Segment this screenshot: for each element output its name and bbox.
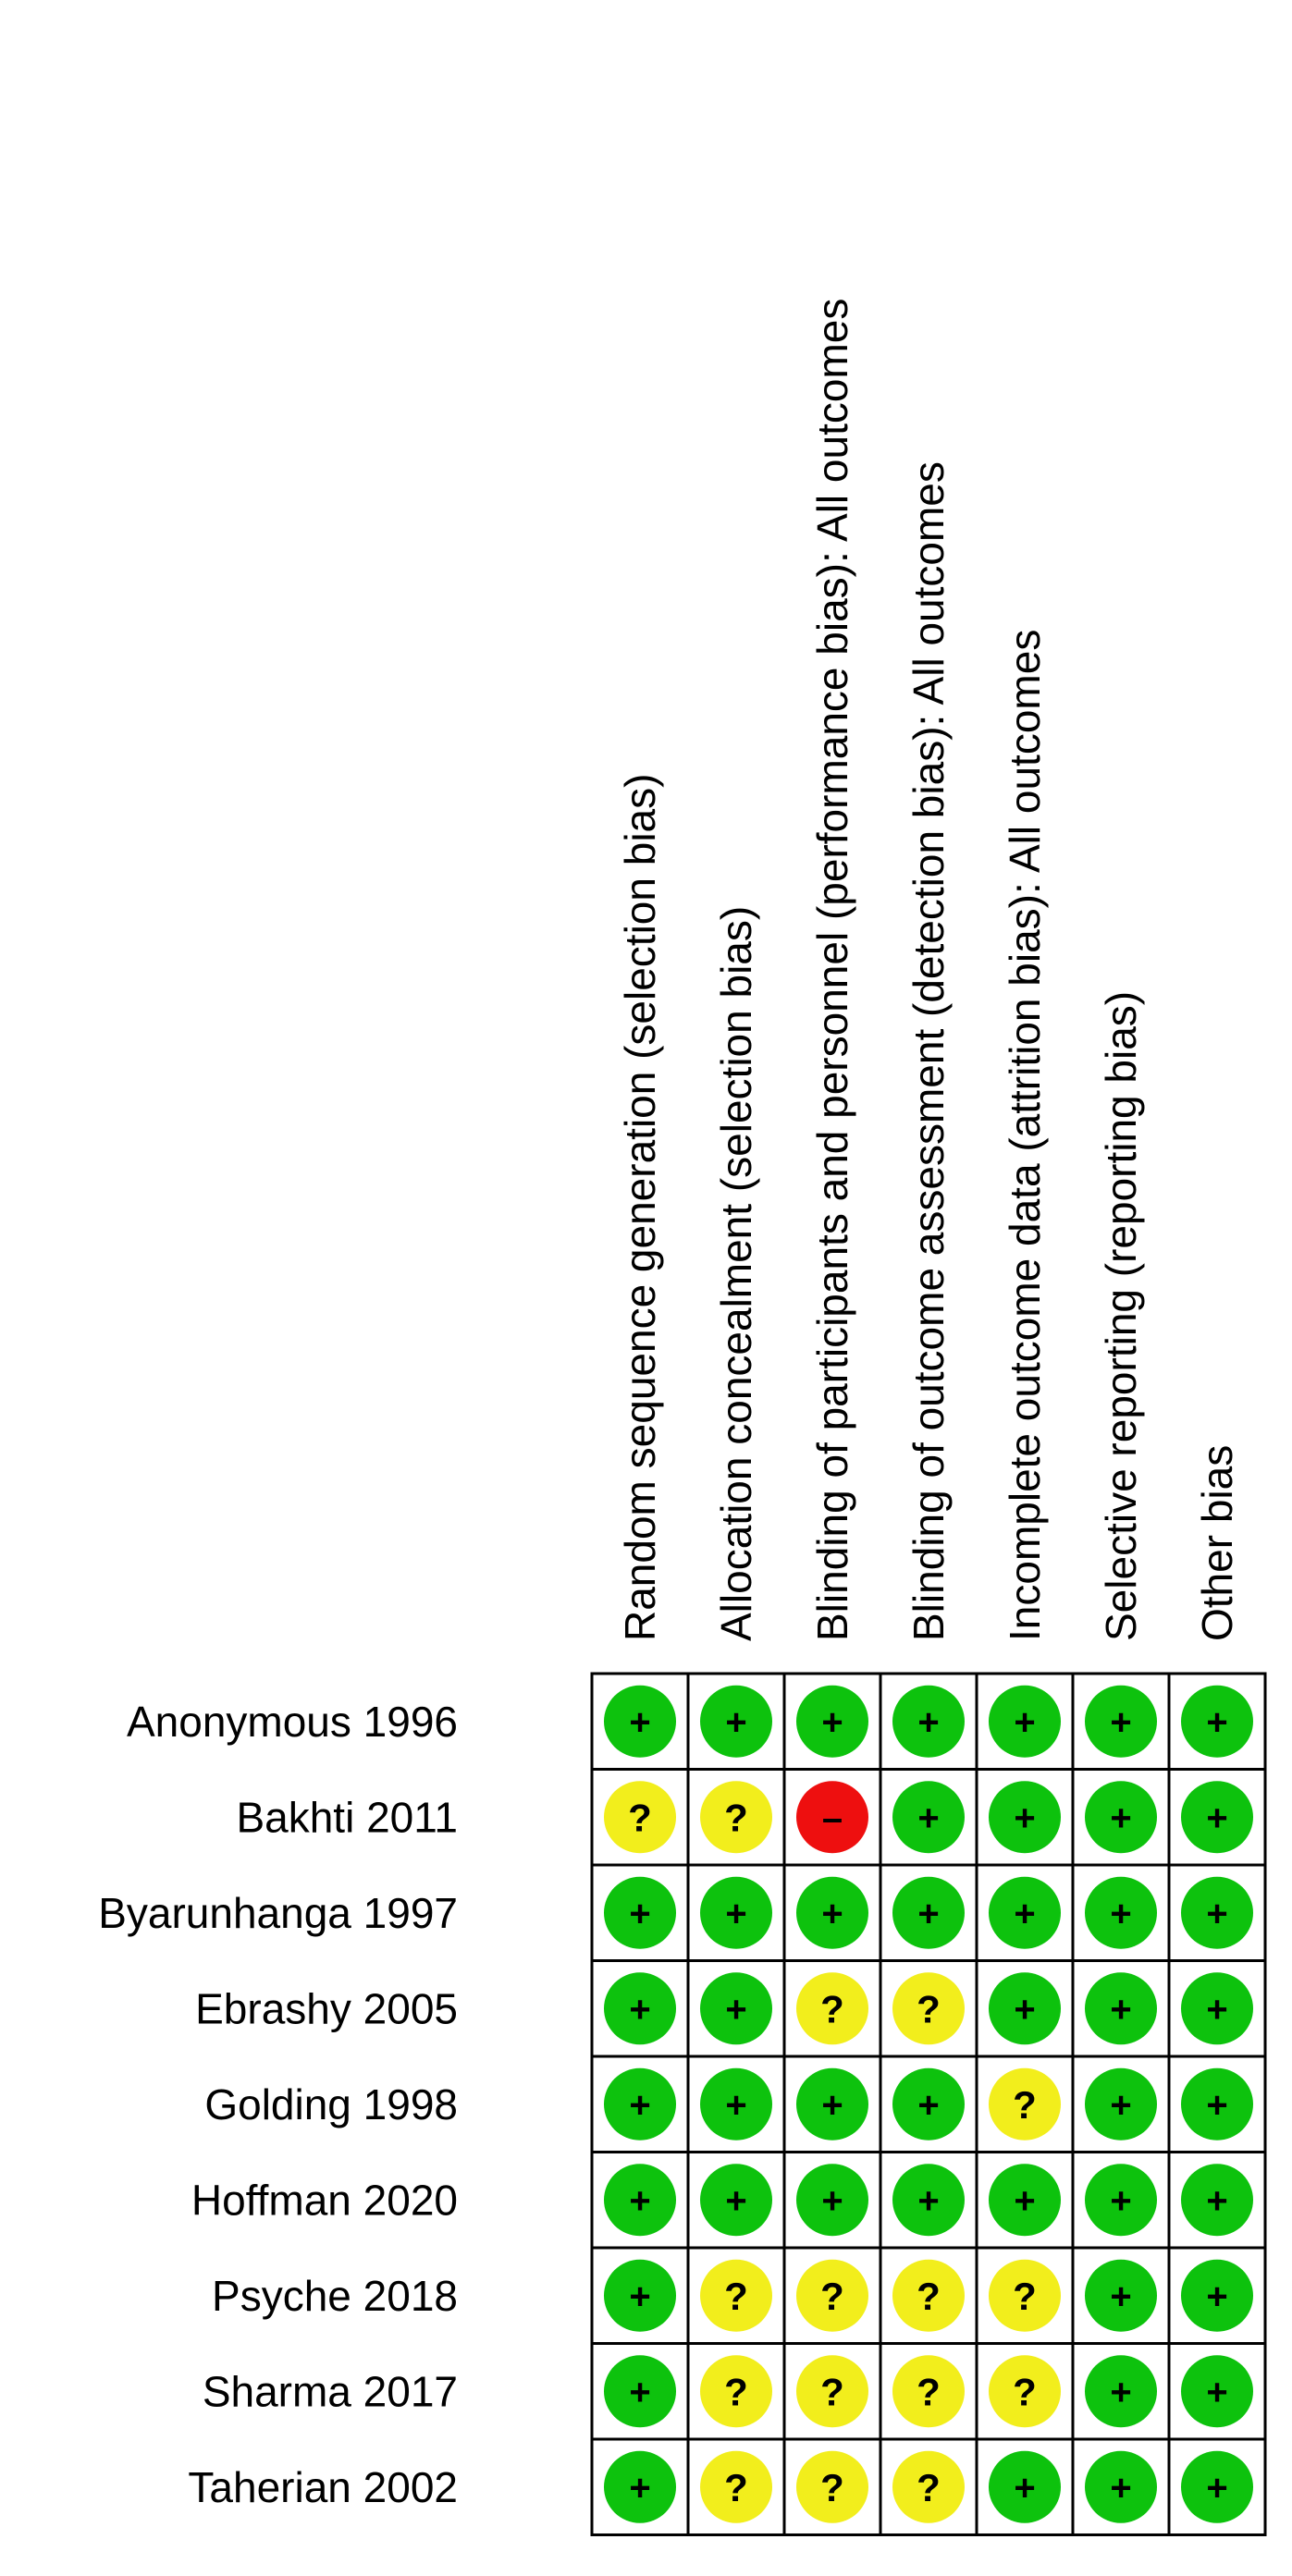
column-labels	[616, 299, 1241, 1641]
cell-sharma-2017-col-3	[784, 2344, 880, 2440]
cell-taherian-2002-col-2	[688, 2439, 784, 2535]
cell-byarunhanga-1997-col-3	[784, 1865, 880, 1961]
cell-taherian-2002-col-7	[1169, 2439, 1265, 2535]
cell-sharma-2017-col-6	[1073, 2344, 1169, 2440]
low-risk-symbol: +	[629, 2275, 651, 2317]
low-risk-symbol: +	[629, 2084, 651, 2126]
low-risk-symbol: +	[629, 2467, 651, 2509]
low-risk-symbol: +	[1014, 1797, 1036, 1839]
column-label-blinding-of-participants-and-personnel-performance-bias-all-outcomes: Blinding of participants and personnel (performance bias): All outcomes	[808, 298, 856, 1641]
cell-ebrashy-2005-col-2	[688, 1961, 784, 2057]
cell-sharma-2017-col-4	[880, 2344, 977, 2440]
cell-ebrashy-2005-col-6	[1073, 1961, 1169, 2057]
cell-golding-1998-col-3	[784, 2056, 880, 2153]
cell-byarunhanga-1997-col-4	[880, 1865, 977, 1961]
cell-sharma-2017-col-5	[977, 2344, 1073, 2440]
low-risk-symbol: +	[821, 2084, 843, 2126]
cell-bakhti-2011-col-7	[1169, 1770, 1265, 1866]
row-label-byarunhanga-1997: Byarunhanga 1997	[98, 1888, 458, 1937]
low-risk-symbol: +	[1014, 2180, 1036, 2222]
cell-taherian-2002-col-1	[592, 2439, 688, 2535]
cell-psyche-2018-col-4	[880, 2248, 977, 2344]
unclear-risk-symbol: ?	[820, 1987, 844, 2031]
unclear-risk-symbol: ?	[820, 2370, 844, 2414]
cell-bakhti-2011-col-6	[1073, 1770, 1169, 1866]
low-risk-symbol: +	[1110, 2467, 1132, 2509]
low-risk-symbol: +	[821, 1893, 843, 1934]
cell-byarunhanga-1997-col-7	[1169, 1865, 1265, 1961]
row-label-bakhti-2011: Bakhti 2011	[236, 1793, 458, 1842]
cell-golding-1998-col-2	[688, 2056, 784, 2153]
low-risk-symbol: +	[725, 1893, 747, 1934]
cell-byarunhanga-1997-col-2	[688, 1865, 784, 1961]
cell-golding-1998-col-7	[1169, 2056, 1265, 2153]
low-risk-symbol: +	[1206, 1989, 1228, 2030]
low-risk-symbol: +	[821, 2180, 843, 2222]
low-risk-symbol: +	[629, 2372, 651, 2413]
cell-golding-1998-col-5	[977, 2056, 1073, 2153]
low-risk-symbol: +	[1014, 1701, 1036, 1743]
unclear-risk-symbol: ?	[628, 1796, 652, 1840]
unclear-risk-symbol: ?	[724, 2274, 748, 2318]
row-label-ebrashy-2005: Ebrashy 2005	[195, 1984, 458, 2033]
unclear-risk-symbol: ?	[724, 1796, 748, 1840]
cell-golding-1998-col-1	[592, 2056, 688, 2153]
cell-golding-1998-col-6	[1073, 2056, 1169, 2153]
cell-bakhti-2011-col-2	[688, 1770, 784, 1866]
low-risk-symbol: +	[1206, 1797, 1228, 1839]
row-label-hoffman-2020: Hoffman 2020	[191, 2176, 458, 2225]
column-label-incomplete-outcome-data-attrition-bias-all-outcomes: Incomplete outcome data (attrition bias): All outcomes	[1001, 629, 1049, 1641]
cell-ebrashy-2005-col-3	[784, 1961, 880, 2057]
cell-psyche-2018-col-2	[688, 2248, 784, 2344]
cell-anonymous-1996-col-6	[1073, 1674, 1169, 1770]
low-risk-symbol: +	[1110, 1797, 1132, 1839]
low-risk-symbol: +	[629, 1701, 651, 1743]
unclear-risk-symbol: ?	[1013, 2274, 1037, 2318]
high-risk-symbol: –	[821, 1797, 843, 1839]
row-label-sharma-2017: Sharma 2017	[202, 2367, 458, 2416]
cell-taherian-2002-col-3	[784, 2439, 880, 2535]
low-risk-symbol: +	[1014, 2467, 1036, 2509]
cell-taherian-2002-col-6	[1073, 2439, 1169, 2535]
low-risk-symbol: +	[1110, 2084, 1132, 2126]
unclear-risk-symbol: ?	[724, 2370, 748, 2414]
cell-psyche-2018-col-6	[1073, 2248, 1169, 2344]
cell-hoffman-2020-col-2	[688, 2153, 784, 2249]
low-risk-symbol: +	[1206, 1701, 1228, 1743]
low-risk-symbol: +	[1110, 1989, 1132, 2030]
column-label-allocation-concealment-selection-bias: Allocation concealment (selection bias)	[712, 905, 760, 1641]
low-risk-symbol: +	[629, 1893, 651, 1934]
cell-hoffman-2020-col-3	[784, 2153, 880, 2249]
low-risk-symbol: +	[1206, 2084, 1228, 2126]
unclear-risk-symbol: ?	[724, 2465, 748, 2509]
unclear-risk-symbol: ?	[820, 2465, 844, 2509]
cell-ebrashy-2005-col-7	[1169, 1961, 1265, 2057]
low-risk-symbol: +	[1206, 2180, 1228, 2222]
cell-golding-1998-col-4	[880, 2056, 977, 2153]
column-label-selective-reporting-reporting-bias: Selective reporting (reporting bias)	[1097, 990, 1145, 1641]
cell-anonymous-1996-col-4	[880, 1674, 977, 1770]
low-risk-symbol: +	[1206, 2275, 1228, 2317]
low-risk-symbol: +	[1110, 1893, 1132, 1934]
column-label-random-sequence-generation-selection-bias: Random sequence generation (selection bias)	[616, 773, 664, 1641]
risk-grid	[592, 1674, 1265, 2535]
low-risk-symbol: +	[1206, 1893, 1228, 1934]
row-label-golding-1998: Golding 1998	[204, 2079, 458, 2128]
cell-taherian-2002-col-5	[977, 2439, 1073, 2535]
row-label-psyche-2018: Psyche 2018	[212, 2271, 458, 2320]
low-risk-symbol: +	[725, 1989, 747, 2030]
cell-ebrashy-2005-col-5	[977, 1961, 1073, 2057]
cell-byarunhanga-1997-col-6	[1073, 1865, 1169, 1961]
low-risk-symbol: +	[1110, 2372, 1132, 2413]
low-risk-symbol: +	[821, 1701, 843, 1743]
low-risk-symbol: +	[1014, 1893, 1036, 1934]
cell-bakhti-2011-col-3	[784, 1770, 880, 1866]
low-risk-symbol: +	[917, 1893, 940, 1934]
unclear-risk-symbol: ?	[1013, 2370, 1037, 2414]
low-risk-symbol: +	[1206, 2372, 1228, 2413]
row-label-anonymous-1996: Anonymous 1996	[126, 1697, 458, 1746]
unclear-risk-symbol: ?	[917, 2370, 941, 2414]
cell-anonymous-1996-col-7	[1169, 1674, 1265, 1770]
low-risk-symbol: +	[725, 2180, 747, 2222]
cell-ebrashy-2005-col-1	[592, 1961, 688, 2057]
cell-sharma-2017-col-1	[592, 2344, 688, 2440]
cell-hoffman-2020-col-4	[880, 2153, 977, 2249]
low-risk-symbol: +	[725, 2084, 747, 2126]
low-risk-symbol: +	[917, 1701, 940, 1743]
cell-hoffman-2020-col-7	[1169, 2153, 1265, 2249]
cell-anonymous-1996-col-2	[688, 1674, 784, 1770]
cell-byarunhanga-1997-col-5	[977, 1865, 1073, 1961]
cell-taherian-2002-col-4	[880, 2439, 977, 2535]
low-risk-symbol: +	[1110, 1701, 1132, 1743]
cell-psyche-2018-col-7	[1169, 2248, 1265, 2344]
low-risk-symbol: +	[1206, 2467, 1228, 2509]
unclear-risk-symbol: ?	[1013, 2082, 1037, 2127]
unclear-risk-symbol: ?	[917, 2274, 941, 2318]
unclear-risk-symbol: ?	[820, 2274, 844, 2318]
unclear-risk-symbol: ?	[917, 1987, 941, 2031]
unclear-risk-symbol: ?	[917, 2465, 941, 2509]
cell-hoffman-2020-col-5	[977, 2153, 1073, 2249]
row-label-taherian-2002: Taherian 2002	[188, 2462, 458, 2511]
low-risk-symbol: +	[725, 1701, 747, 1743]
low-risk-symbol: +	[1014, 1989, 1036, 2030]
cell-psyche-2018-col-1	[592, 2248, 688, 2344]
cell-ebrashy-2005-col-4	[880, 1961, 977, 2057]
row-labels	[98, 1698, 458, 2511]
cell-hoffman-2020-col-1	[592, 2153, 688, 2249]
column-label-blinding-of-outcome-assessment-detection-bias-all-outcomes: Blinding of outcome assessment (detection bias): All outcomes	[904, 461, 953, 1641]
cell-sharma-2017-col-2	[688, 2344, 784, 2440]
cell-psyche-2018-col-5	[977, 2248, 1073, 2344]
cell-anonymous-1996-col-1	[592, 1674, 688, 1770]
low-risk-symbol: +	[629, 2180, 651, 2222]
cell-byarunhanga-1997-col-1	[592, 1865, 688, 1961]
cell-bakhti-2011-col-5	[977, 1770, 1073, 1866]
cell-anonymous-1996-col-3	[784, 1674, 880, 1770]
low-risk-symbol: +	[1110, 2180, 1132, 2222]
low-risk-symbol: +	[1110, 2275, 1132, 2317]
low-risk-symbol: +	[629, 1989, 651, 2030]
column-label-other-bias: Other bias	[1193, 1444, 1241, 1641]
low-risk-symbol: +	[917, 1797, 940, 1839]
cell-hoffman-2020-col-6	[1073, 2153, 1169, 2249]
cell-bakhti-2011-col-4	[880, 1770, 977, 1866]
low-risk-symbol: +	[917, 2084, 940, 2126]
cell-sharma-2017-col-7	[1169, 2344, 1265, 2440]
cell-psyche-2018-col-3	[784, 2248, 880, 2344]
cell-bakhti-2011-col-1	[592, 1770, 688, 1866]
cell-anonymous-1996-col-5	[977, 1674, 1073, 1770]
low-risk-symbol: +	[917, 2180, 940, 2222]
